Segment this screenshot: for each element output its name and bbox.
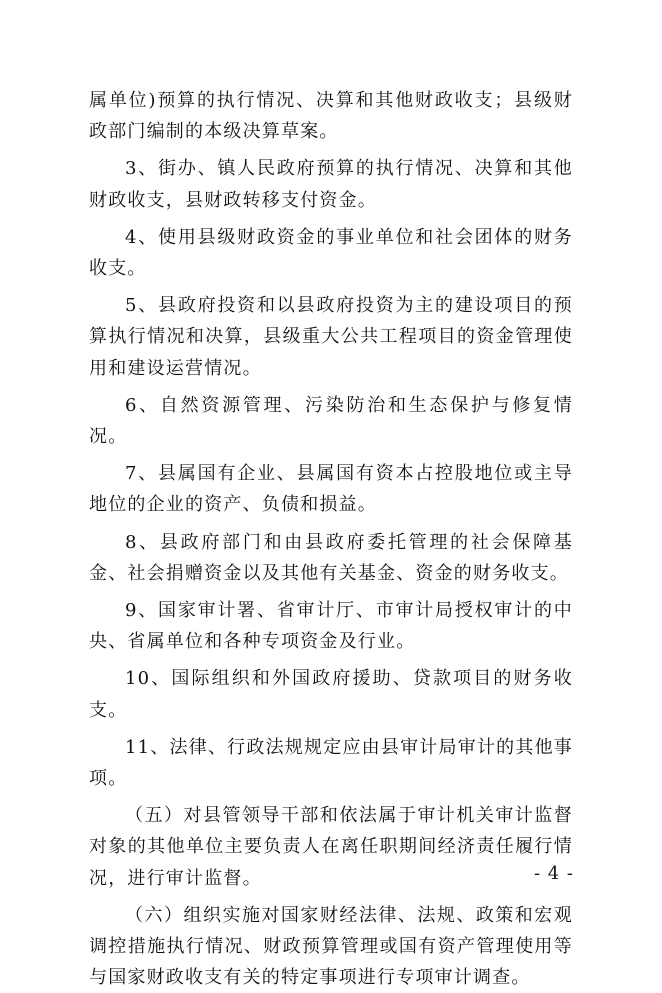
page-number: - 4 - [533, 863, 574, 884]
paragraph-item-5: 5、县政府投资和以县政府投资为主的建设项目的预算执行情况和决算，县级重大公共工程项目的资金管理使用和建设运营情况。 [89, 295, 573, 379]
paragraph-item-4: 4、使用县级财政资金的事业单位和社会团体的财务收支。 [89, 226, 573, 280]
paragraph-item-11: 11、法律、行政法规规定应由县审计局审计的其他事项。 [89, 736, 573, 790]
document-body [89, 85, 573, 993]
paragraph-item-10: 10、国际组织和外国政府援助、贷款项目的财务收支。 [89, 668, 573, 721]
paragraph-item-3: 3、街办、镇人民政府预算的执行情况、决算和其他财政收支，县财政转移支付资金。 [89, 158, 573, 211]
paragraph-item-7: 7、县属国有企业、县属国有资本占控股地位或主导地位的企业的资产、负债和损益。 [89, 463, 573, 516]
paragraph-section-5: （五）对县管领导干部和依法属于审计机关审计监督对象的其他单位主要负责人在离任职期间经济责任履行情况，进行审计监督。 [89, 805, 573, 889]
paragraph-section-6: （六）组织实施对国家财经法律、法规、政策和宏观调控措施执行情况、财政预算管理或国有资产管理使用等与国家财政收支有关的特定事项进行专项审计调查。 [89, 904, 573, 989]
paragraph-continued: 属单位)预算的执行情况、决算和其他财政收支；县级财政部门编制的本级决算草案。 [89, 90, 573, 143]
paragraph-item-6: 6、自然资源管理、污染防治和生态保护与修复情况。 [89, 394, 573, 448]
paragraph-item-9: 9、国家审计署、省审计厅、市审计局授权审计的中央、省属单位和各种专项资金及行业。 [89, 600, 573, 653]
paragraph-item-8: 8、县政府部门和由县政府委托管理的社会保障基金、社会捐赠资金以及其他有关基金、资金的财务收支。 [89, 531, 573, 584]
